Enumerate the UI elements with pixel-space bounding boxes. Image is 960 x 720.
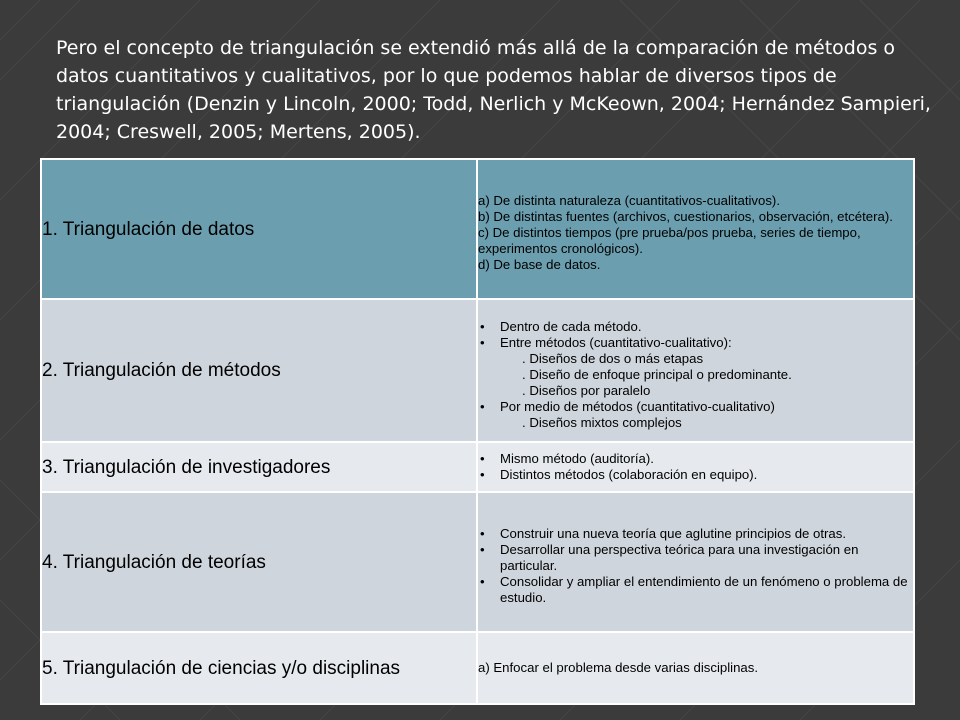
row-description [477,442,914,492]
bullet-icon: • [480,334,485,350]
triangulation-table-wrapper [40,158,913,705]
bullet-icon: • [480,318,485,334]
bullet-list [478,526,913,606]
list-item [478,335,913,399]
row-description [477,492,914,632]
list-item [478,542,913,574]
sub-item: . Diseño de enfoque principal o predominante. [522,366,792,382]
description-line: d) De base de datos. [478,257,601,272]
list-item-text: Dentro de cada método. [500,318,642,334]
row-label: 3. Triangulación de investigadores [41,442,477,492]
table-row [41,299,914,442]
list-item-text: Distintos métodos (colaboración en equipo). [500,467,758,482]
description-line: a) De distinta naturaleza (cuantitativos-cualitativos). [478,193,780,208]
description-line: b) De distintas fuentes (archivos, cuestionarios, observación, etcétera). [478,209,893,224]
row-label: 4. Triangulación de teorías [41,492,477,632]
list-item-text: Desarrollar una perspectiva teórica para una investigación en particular. [500,542,859,573]
table-row [41,442,914,492]
list-item [478,319,913,335]
bullet-icon: • [480,398,485,414]
bullet-icon: • [480,526,485,541]
list-item-text: Por medio de métodos (cuantitativo-cualitativo) [500,398,775,414]
row-label: 1. Triangulación de datos [41,159,477,299]
table-row [41,159,914,299]
list-item [478,467,913,483]
table-row [41,492,914,632]
list-item-text: Consolidar y ampliar el entendimiento de un fenómeno o problema de estudio. [500,574,908,605]
triangulation-table [40,158,915,705]
intro-paragraph: Pero el concepto de triangulación se extendió más allá de la comparación de métodos o datos cuantitativos y cualitativos, por lo que podemos hablar de diversos tipos de triangulación (Denzin y Lincoln, 2000; Todd, Nerlich y McKeown, 2004; Hernández Sampieri, 2004; Creswell, 2005; Mertens, 2005). [56,37,931,143]
row-description [477,159,914,299]
list-item-text: Entre métodos (cuantitativo-cualitativo): [500,334,732,350]
sub-item: . Diseños de dos o más etapas [522,350,704,366]
list-item [478,399,913,431]
list-item [478,574,913,606]
bullet-icon: • [480,574,485,589]
description-line: a) Enfocar el problema desde varias disciplinas. [478,660,759,675]
bullet-icon: • [480,451,485,466]
list-item [478,526,913,542]
bullet-list [478,319,913,431]
sub-item: . Diseños por paralelo [522,382,651,398]
bullet-icon: • [480,542,485,557]
bullet-icon: • [480,467,485,482]
bullet-list [478,451,913,483]
list-item [478,451,913,467]
list-item-text: Mismo método (auditoría). [500,451,654,466]
row-label: 2. Triangulación de métodos [41,299,477,442]
row-label: 5. Triangulación de ciencias y/o disciplinas [41,632,477,704]
description-line: c) De distintos tiempos (pre prueba/pos prueba, series de tiempo, experimentos cronológicos). [478,225,861,256]
row-description [477,632,914,704]
sub-item: . Diseños mixtos complejos [522,414,682,430]
row-description [477,299,914,442]
list-item-text: Construir una nueva teoría que aglutine principios de otras. [500,526,847,541]
table-row [41,632,914,704]
